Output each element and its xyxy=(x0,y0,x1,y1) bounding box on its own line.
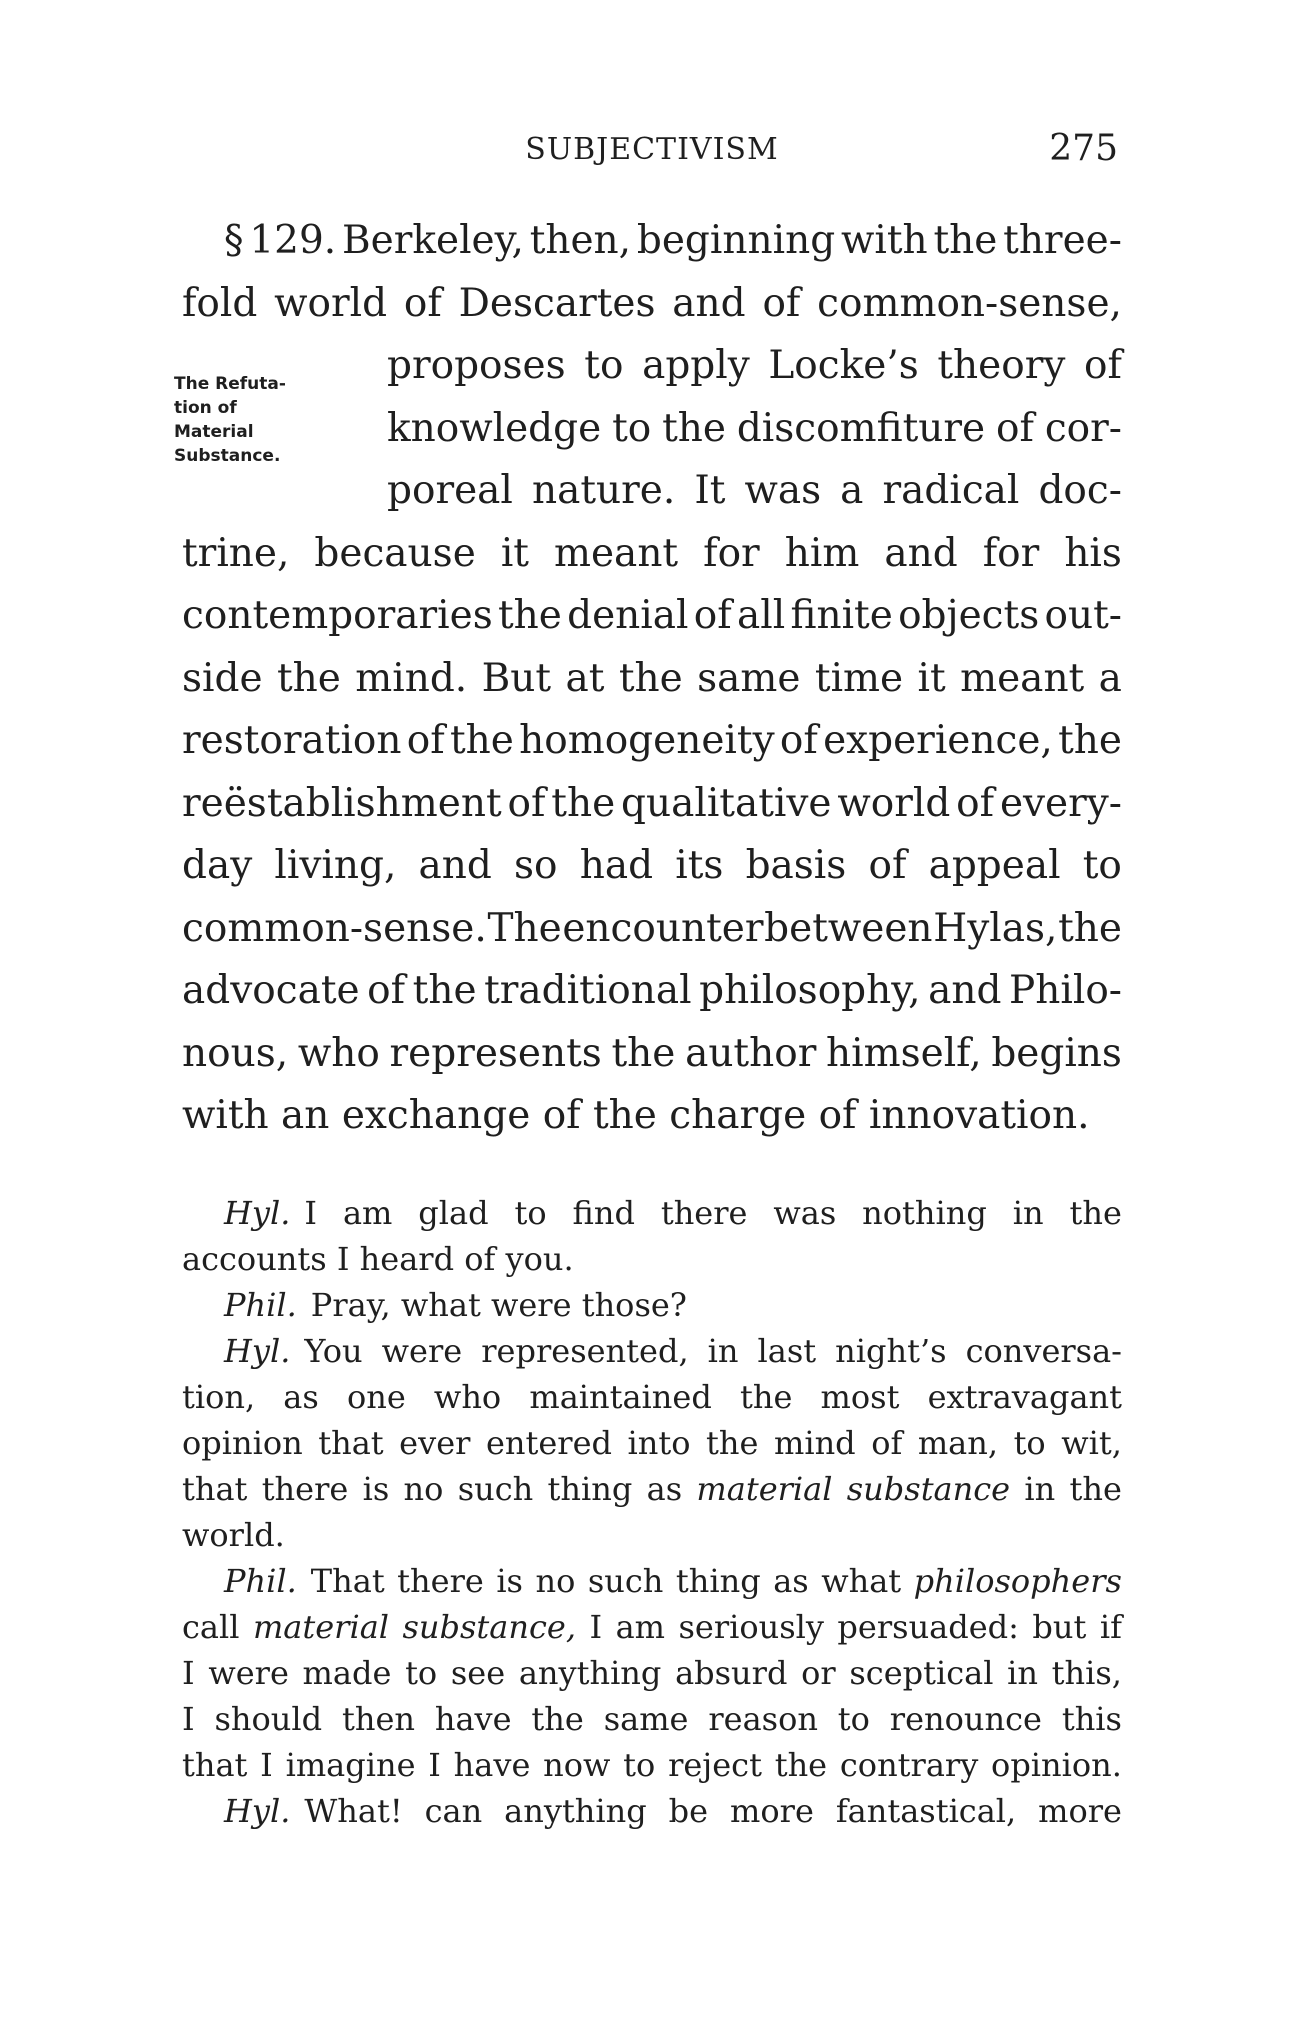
word: of xyxy=(403,280,442,326)
word: and xyxy=(928,968,1002,1013)
word: proposes xyxy=(387,343,566,388)
word: finite xyxy=(790,593,893,638)
word: between xyxy=(764,905,933,951)
word: then xyxy=(341,1700,415,1738)
word: mind. xyxy=(355,655,468,701)
word: were xyxy=(490,1286,582,1324)
word: begins xyxy=(991,1030,1122,1076)
word: Descartes xyxy=(458,280,656,326)
word: the xyxy=(531,1700,584,1738)
dialogue-words xyxy=(182,1466,1122,1512)
word: of xyxy=(507,780,546,826)
word: maintained xyxy=(529,1378,712,1416)
word: tion, xyxy=(182,1378,256,1416)
word: living, xyxy=(274,843,397,888)
word: more xyxy=(1038,1792,1122,1830)
word: to xyxy=(1082,843,1122,888)
word: basis xyxy=(745,843,847,888)
word: author xyxy=(685,1030,817,1076)
word: see xyxy=(450,1654,506,1692)
dialogue-line xyxy=(182,1282,1122,1328)
word: theory xyxy=(937,343,1066,388)
word: no xyxy=(403,1470,444,1508)
word: substance xyxy=(846,1470,1011,1508)
dialogue-quotation xyxy=(182,1190,1122,1834)
word: appeal xyxy=(928,843,1061,888)
marginal-note-line: The Refuta- xyxy=(174,374,286,394)
word: of xyxy=(367,968,406,1013)
dialogue-line xyxy=(182,1604,1122,1650)
word: it xyxy=(917,655,946,701)
word: I xyxy=(260,1746,273,1784)
word: fold xyxy=(182,280,258,326)
word: to xyxy=(612,405,652,451)
word: I xyxy=(589,1608,603,1646)
word: qualitative xyxy=(621,780,832,826)
word: three- xyxy=(1003,218,1122,263)
word: material xyxy=(696,1470,833,1508)
word: Philo- xyxy=(1009,968,1122,1013)
word: traditional xyxy=(484,968,692,1013)
word: represented, xyxy=(481,1332,689,1370)
word: such xyxy=(457,1470,534,1508)
word: for xyxy=(703,530,760,576)
word: then, xyxy=(529,218,632,263)
word: contrary xyxy=(839,1746,979,1784)
word: encounter xyxy=(562,905,764,951)
dialogue-line xyxy=(182,1420,1122,1466)
dialogue-words xyxy=(182,1236,574,1282)
word: doc- xyxy=(1038,468,1122,513)
word: advocate xyxy=(182,968,360,1013)
word: no xyxy=(535,1562,576,1600)
word: who xyxy=(433,1378,502,1416)
word: restoration xyxy=(182,718,402,763)
word: most xyxy=(820,1378,900,1416)
word: the xyxy=(276,655,341,701)
speaker-name: Phil. xyxy=(224,1286,297,1324)
word: mind xyxy=(773,1424,856,1462)
text-line xyxy=(182,773,1122,836)
word: the xyxy=(498,593,562,638)
word: discomfiture xyxy=(736,405,986,451)
word: more xyxy=(730,1792,814,1830)
word: the xyxy=(662,405,726,451)
word: world xyxy=(274,280,388,326)
word: reject xyxy=(668,1746,762,1784)
word: persuaded: xyxy=(837,1608,1019,1646)
word: to xyxy=(584,343,624,388)
word: to xyxy=(623,1746,656,1784)
word: world. xyxy=(182,1516,285,1554)
text-line xyxy=(182,585,1122,648)
word: such xyxy=(587,1562,664,1600)
word: common-sense. xyxy=(182,905,487,951)
word: every- xyxy=(999,780,1122,826)
word: radical xyxy=(882,468,1020,513)
word: the xyxy=(739,1378,793,1416)
word: entered xyxy=(485,1424,613,1462)
word: of xyxy=(1084,343,1122,388)
word: his xyxy=(1064,530,1122,576)
text-line xyxy=(182,710,1122,773)
text-line xyxy=(387,335,1122,398)
word: for xyxy=(982,530,1040,576)
word: nothing xyxy=(862,1194,987,1232)
word: of xyxy=(406,718,445,763)
text-line xyxy=(182,1023,1122,1086)
word: the xyxy=(1069,1194,1122,1232)
word: it xyxy=(500,530,529,576)
word: was xyxy=(773,1194,837,1232)
word: an xyxy=(281,1093,342,1138)
word: last xyxy=(757,1332,817,1370)
word: that xyxy=(182,1470,248,1508)
word: man, xyxy=(917,1424,999,1462)
word: philosophy, xyxy=(699,968,921,1013)
word: the xyxy=(618,655,683,701)
word: of xyxy=(693,593,732,638)
word: anything xyxy=(504,1792,647,1830)
word: accounts xyxy=(182,1240,337,1278)
dialogue-words xyxy=(182,1650,1122,1696)
word: absurd xyxy=(675,1654,788,1692)
word: meant xyxy=(554,530,679,576)
word: substance, xyxy=(402,1608,576,1646)
word: glad xyxy=(418,1194,489,1232)
word: what xyxy=(400,1286,491,1324)
text-line xyxy=(182,648,1122,711)
word: its xyxy=(675,843,724,888)
word: § xyxy=(224,218,244,263)
word: all xyxy=(736,593,786,638)
word: I xyxy=(428,1746,441,1784)
word: as xyxy=(773,1562,809,1600)
word: to xyxy=(514,1194,547,1232)
section-129-paragraph xyxy=(182,210,1122,1148)
word: the xyxy=(1069,1470,1122,1508)
word: extravagant xyxy=(927,1378,1122,1416)
word: nature. xyxy=(531,468,676,513)
word: so xyxy=(514,843,558,888)
word: there xyxy=(660,1194,748,1232)
word: common-sense, xyxy=(817,280,1122,326)
word: denial xyxy=(567,593,689,638)
word: same xyxy=(603,1700,689,1738)
word: with xyxy=(840,218,928,263)
word: trine, xyxy=(182,530,290,576)
word: sceptical xyxy=(849,1654,994,1692)
dialogue-words xyxy=(182,1420,1122,1466)
word: am xyxy=(342,1194,393,1232)
word: have xyxy=(453,1746,531,1784)
dialogue-line xyxy=(182,1236,1122,1282)
text-line xyxy=(182,210,1122,273)
dialogue-line xyxy=(182,1374,1122,1420)
word: of xyxy=(868,843,907,888)
word: this xyxy=(1061,1700,1122,1738)
word: apply xyxy=(642,343,750,388)
word: wit, xyxy=(1061,1424,1122,1462)
dialogue-line xyxy=(182,1650,1122,1696)
word: the xyxy=(449,718,514,763)
word: of xyxy=(464,1240,506,1278)
word: It xyxy=(694,468,726,513)
word: those? xyxy=(581,1286,687,1324)
word: there xyxy=(261,1470,349,1508)
word: ever xyxy=(399,1424,471,1462)
word: What! xyxy=(304,1792,403,1830)
word: the xyxy=(706,1424,759,1462)
word: renounce xyxy=(889,1700,1042,1738)
dialogue-words xyxy=(311,1282,687,1328)
marginal-note-line: tion of xyxy=(174,398,237,418)
word: what xyxy=(821,1562,902,1600)
word: to xyxy=(1013,1424,1046,1462)
word: same xyxy=(697,655,801,701)
word: of xyxy=(818,1093,869,1138)
word: philosophers xyxy=(913,1562,1122,1600)
word: the xyxy=(933,218,998,263)
word: Locke’s xyxy=(768,343,919,388)
word: poreal xyxy=(387,468,513,513)
word: I xyxy=(182,1700,195,1738)
word: Berkeley, xyxy=(341,218,524,263)
word: exchange xyxy=(341,1093,543,1138)
dialogue-line xyxy=(182,1328,1122,1374)
word: of xyxy=(542,1093,593,1138)
word: or xyxy=(801,1654,836,1692)
dialogue-line xyxy=(182,1558,1122,1604)
dialogue-words xyxy=(304,1190,1122,1236)
word: and xyxy=(884,530,958,576)
word: world xyxy=(837,780,951,826)
dialogue-words xyxy=(182,1512,285,1558)
word: seriously xyxy=(678,1608,824,1646)
word: there xyxy=(397,1562,484,1600)
word: of xyxy=(956,780,995,826)
dialogue-line xyxy=(182,1742,1122,1788)
text-line xyxy=(182,960,1122,1023)
word: am xyxy=(615,1608,665,1646)
speaker-name: Hyl. xyxy=(224,1194,291,1232)
word: I xyxy=(336,1240,360,1278)
word: homogeneity xyxy=(519,718,775,763)
word: innovation. xyxy=(868,1093,1090,1138)
text-line xyxy=(182,1085,1122,1148)
dialogue-line xyxy=(182,1466,1122,1512)
word: in xyxy=(707,1332,739,1370)
word: reason xyxy=(708,1700,818,1738)
word: himself, xyxy=(826,1030,982,1076)
word: call xyxy=(182,1608,240,1646)
word: Hylas, xyxy=(933,905,1058,951)
word: the xyxy=(593,1093,670,1138)
word: represents xyxy=(389,1030,602,1076)
dialogue-words xyxy=(304,1788,1122,1834)
word: imagine xyxy=(285,1746,416,1784)
word: is xyxy=(362,1470,390,1508)
word: you. xyxy=(505,1240,574,1278)
word: knowledge xyxy=(387,405,602,451)
dialogue-words xyxy=(182,1374,1122,1420)
word: be xyxy=(668,1792,709,1830)
word: him xyxy=(784,530,860,576)
word: thing xyxy=(547,1470,633,1508)
word: was xyxy=(744,468,822,513)
word: were xyxy=(208,1654,289,1692)
word: heard xyxy=(359,1240,465,1278)
word: contemporaries xyxy=(182,593,493,638)
dialogue-words xyxy=(304,1328,1122,1374)
word: You xyxy=(304,1332,363,1370)
word: one xyxy=(346,1378,406,1416)
dialogue-line xyxy=(182,1696,1122,1742)
word: can xyxy=(424,1792,483,1830)
speaker-name: Hyl. xyxy=(224,1332,291,1370)
word: the xyxy=(412,968,477,1013)
text-line xyxy=(387,398,1122,461)
word: that xyxy=(318,1424,384,1462)
word: that xyxy=(182,1746,248,1784)
speaker-name: Hyl. xyxy=(224,1792,291,1830)
word: but xyxy=(1032,1608,1087,1646)
word: in xyxy=(1012,1194,1044,1232)
word: and xyxy=(672,280,746,326)
text-line xyxy=(182,273,1122,336)
word: with xyxy=(182,1093,282,1138)
word: to xyxy=(837,1700,870,1738)
word: the xyxy=(611,1030,676,1076)
word: have xyxy=(434,1700,512,1738)
word: the xyxy=(1058,905,1122,951)
word: nous, xyxy=(182,1030,289,1076)
word: should xyxy=(214,1700,323,1738)
word: thing xyxy=(675,1562,761,1600)
word: as xyxy=(646,1470,683,1508)
word: in xyxy=(1007,1654,1038,1692)
word: because xyxy=(314,530,476,576)
word: if xyxy=(1099,1608,1122,1646)
text-line xyxy=(182,898,1122,961)
dialogue-words xyxy=(311,1558,1122,1604)
running-title: SUBJECTIVISM xyxy=(525,132,779,167)
marginal-note-line: Material xyxy=(174,422,254,442)
word: But xyxy=(481,655,552,701)
dialogue-words xyxy=(182,1742,1122,1788)
word: 129. xyxy=(249,218,337,263)
word: who xyxy=(297,1030,380,1076)
word: opinion. xyxy=(991,1746,1122,1784)
word: the xyxy=(1058,718,1122,763)
word: a xyxy=(840,468,864,513)
word: of xyxy=(762,280,801,326)
word: of xyxy=(996,405,1034,451)
word: find xyxy=(572,1194,635,1232)
word: now xyxy=(543,1746,611,1784)
word: beginning xyxy=(636,218,836,263)
dialogue-words xyxy=(182,1696,1122,1742)
dialogue-line xyxy=(182,1190,1122,1236)
word: the xyxy=(551,780,616,826)
text-line xyxy=(387,460,1122,523)
marginal-note-line: Substance. xyxy=(174,446,281,466)
word: in xyxy=(1024,1470,1056,1508)
word: were xyxy=(381,1332,463,1370)
word: I xyxy=(182,1654,195,1692)
word: time xyxy=(814,655,904,701)
word: fantastical, xyxy=(835,1792,1017,1830)
word: anything xyxy=(518,1654,662,1692)
word: Pray, xyxy=(310,1286,401,1324)
word: of xyxy=(779,718,818,763)
word: made xyxy=(302,1654,392,1692)
word: into xyxy=(627,1424,691,1462)
page-number: 275 xyxy=(1049,128,1118,169)
word: a xyxy=(1098,655,1122,701)
dialogue-line xyxy=(182,1512,1122,1558)
dialogue-words xyxy=(182,1604,1122,1650)
word: That xyxy=(310,1562,385,1600)
word: this, xyxy=(1051,1654,1122,1692)
text-line xyxy=(182,523,1122,586)
running-head xyxy=(182,128,1122,172)
word: of xyxy=(871,1424,903,1462)
word: side xyxy=(182,655,263,701)
word: at xyxy=(565,655,605,701)
word: out- xyxy=(1044,593,1122,638)
speaker-name: Phil. xyxy=(224,1562,297,1600)
text-line xyxy=(182,835,1122,898)
word: night’s xyxy=(835,1332,947,1370)
word: day xyxy=(182,843,253,888)
word: charge xyxy=(669,1093,819,1138)
word: had xyxy=(579,843,654,888)
word: reëstablishment xyxy=(182,780,502,826)
word: conversa- xyxy=(965,1332,1122,1370)
word: cor- xyxy=(1044,405,1122,451)
word: The xyxy=(487,905,562,951)
word: I xyxy=(304,1194,318,1232)
word: meant xyxy=(960,655,1085,701)
word: the xyxy=(774,1746,828,1784)
word: experience, xyxy=(823,718,1053,763)
word: objects xyxy=(898,593,1040,638)
word: is xyxy=(496,1562,523,1600)
word: to xyxy=(405,1654,438,1692)
word: and xyxy=(418,843,492,888)
word: as xyxy=(283,1378,319,1416)
word: material xyxy=(252,1608,389,1646)
word: opinion xyxy=(182,1424,303,1462)
dialogue-line xyxy=(182,1788,1122,1834)
